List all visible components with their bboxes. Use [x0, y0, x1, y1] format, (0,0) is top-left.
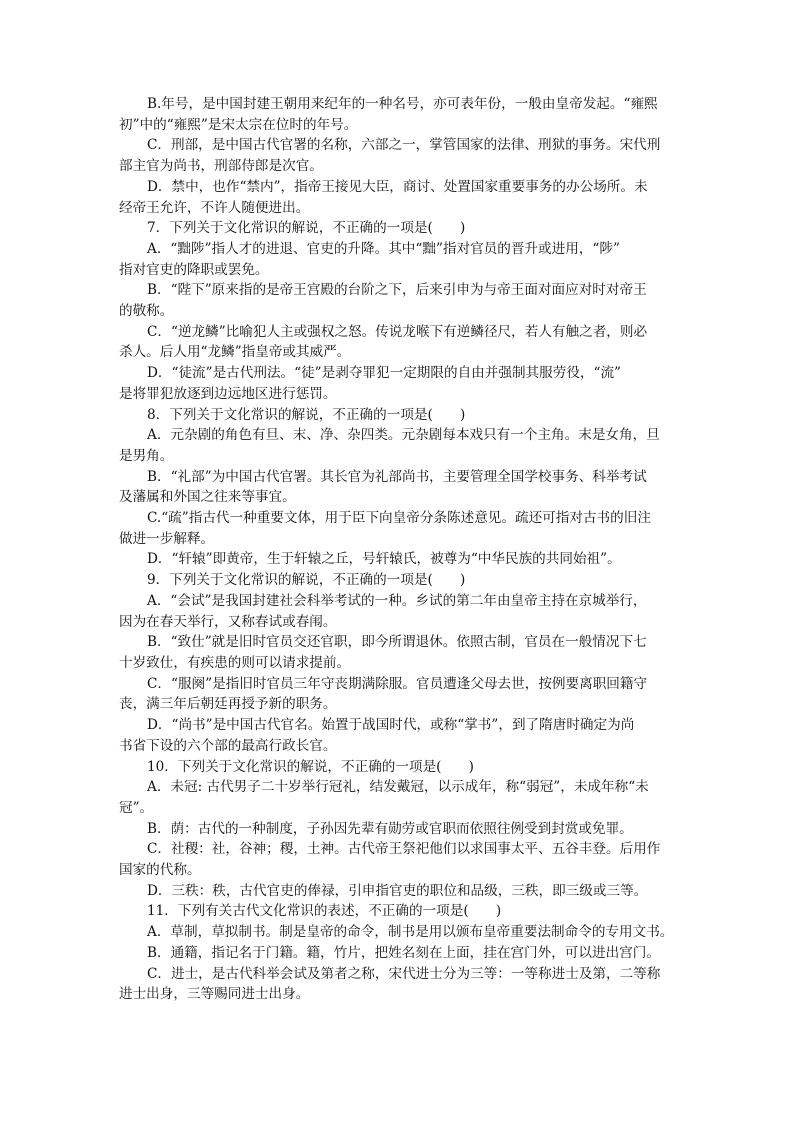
- paragraph-6d: [119, 177, 675, 218]
- paragraph-8c: [119, 508, 675, 549]
- text-line: D．三秩：秩，古代官吏的俸禄，引申指官吏的职位和品级，三秩，即三级或三等。: [147, 882, 648, 899]
- text-line: 的敬称。: [119, 303, 174, 320]
- paragraph-6c: [119, 135, 675, 176]
- text-line: C．“服阕”是指旧时官员三年守丧期满除服。官员遭逢父母去世，按例要离职回籍守: [147, 675, 648, 692]
- paragraph-10b: [119, 819, 675, 840]
- text-line: C.“疏”指古代一种重要文体，用于臣下向皇帝分条陈述意见。疏还可指对古书的旧注: [147, 510, 651, 527]
- text-line: D．“尚书”是中国古代官名。始置于战国时代，或称“掌书”，到了隋唐时确定为尚: [147, 717, 635, 734]
- text-line: 初”中的“雍熙”是宋太宗在位时的年号。: [119, 116, 358, 133]
- question-11: [119, 901, 675, 922]
- text-line: 国家的代称。: [119, 862, 201, 879]
- text-line: 十岁致仕，有疾患的则可以请求提前。: [119, 654, 351, 671]
- text-line: 11．下列有关古代文化常识的表述，不正确的一项是( ): [147, 903, 502, 920]
- text-line: 经帝王允许，不许人随便进出。: [119, 199, 310, 216]
- text-line: A．“会试”是我国封建社会科举考试的一种。乡试的第二年由皇帝主持在京城举行，: [147, 592, 647, 609]
- text-line: B．荫：古代的一种制度，子孙因先辈有勋劳或官职而依照往例受到封赏或免罪。: [147, 820, 633, 837]
- text-line: 是男角。: [119, 447, 174, 464]
- text-line: 指对官吏的降职或罢免。: [119, 261, 269, 278]
- paragraph-8a: [119, 425, 675, 466]
- paragraph-7b: [119, 280, 675, 321]
- text-line: D．“轩辕”即黄帝，生于轩辕之丘，号轩辕氏，被尊为“中华民族的共同始祖”。: [147, 551, 621, 568]
- paragraph-9d: [119, 715, 675, 756]
- text-line: 8．下列关于文化常识的解说，不正确的一项是( ): [147, 406, 466, 423]
- text-line: 9．下列关于文化常识的解说，不正确的一项是( ): [147, 572, 466, 589]
- text-line: 丧，满三年后朝廷再授予新的职务。: [119, 696, 337, 713]
- text-line: A．“黜陟”指人才的进退、官吏的升降。其中“黜”指对官员的晋升或进用，“陟”: [147, 240, 620, 257]
- text-line: A．元杂剧的角色有旦、末、净、杂四类。元杂剧每本戏只有一个主角。末是女角，旦: [147, 427, 660, 444]
- text-line: 10．下列关于文化常识的解说，不正确的一项是( ): [147, 758, 474, 775]
- text-line: D．“徒流”是古代刑法。“徒”是剥夺罪犯一定期限的自由并强制其服劳役，“流”: [147, 365, 621, 382]
- text-line: 进士出身，三等赐同进士出身。: [119, 986, 310, 1003]
- text-line: 因为在春天举行，又称春试或春闱。: [119, 613, 337, 630]
- text-line: 及藩属和外国之往来等事宜。: [119, 489, 296, 506]
- text-line: 做进一步解释。: [119, 530, 215, 547]
- text-line: C．社稷：社，谷神；稷，土神。古代帝王祭祀他们以求国事太平、五谷丰登。后用作: [147, 841, 661, 858]
- document-body: [119, 94, 675, 1005]
- text-line: C．刑部，是中国古代官署的名称，六部之一，掌管国家的法律、刑狱的事务。宋代刑: [147, 137, 661, 154]
- paragraph-7d: [119, 363, 675, 404]
- paragraph-10a: [119, 777, 675, 818]
- text-line: D．禁中，也作“禁内”，指帝王接见大臣，商讨、处置国家重要事务的办公场所。未: [147, 178, 648, 195]
- text-line: B．“陛下”原来指的是帝王宫殿的台阶之下，后来引申为与帝王面对面应对时对帝王: [147, 282, 647, 299]
- paragraph-9b: [119, 632, 675, 673]
- text-line: 是将罪犯放逐到边远地区进行惩罚。: [119, 385, 337, 402]
- paragraph-6b: [119, 94, 675, 135]
- paragraph-11c: [119, 964, 675, 1005]
- text-line: C．“逆龙鳞”比喻犯人主或强权之怒。传说龙喉下有逆鳞径尺，若人有触之者，则必: [147, 323, 648, 340]
- text-line: B.年号，是中国封建王朝用来纪年的一种名号，亦可表年份，一般由皇帝发起。“雍熙: [147, 96, 658, 112]
- paragraph-9c: [119, 674, 675, 715]
- question-10: [119, 757, 675, 778]
- text-line: 部主官为尚书，刑部侍郎是次官。: [119, 158, 323, 175]
- paragraph-10d: [119, 881, 675, 902]
- question-8: [119, 405, 675, 426]
- text-line: A．草制，草拟制书。制是皇帝的命令，制书是用以颁布皇帝重要法制命令的专用文书。: [147, 924, 674, 941]
- text-line: 冠”。: [119, 799, 154, 816]
- text-line: C．进士，是古代科举会试及第者之称，宋代进士分为三等：一等称进士及第，二等称: [147, 965, 661, 982]
- text-line: B．“礼部”为中国古代官署。其长官为礼部尚书，主要管理全国学校事务、科举考试: [147, 468, 647, 485]
- text-line: 7．下列关于文化常识的解说，不正确的一项是( ): [147, 220, 466, 237]
- paragraph-10c: [119, 839, 675, 880]
- paragraph-9a: [119, 591, 675, 632]
- text-line: 杀人。后人用“龙鳞”指皇帝或其威严。: [119, 344, 351, 361]
- text-line: A．未冠: 古代男子二十岁举行冠礼，结发戴冠，以示成年，称“弱冠”，未成年称“未: [147, 779, 649, 796]
- paragraph-8d: [119, 549, 675, 570]
- paragraph-7a: [119, 239, 675, 280]
- paragraph-11b: [119, 943, 675, 964]
- text-line: B．“致仕”就是旧时官员交还官职，即今所谓退休。依照古制，官员在一般情况下七: [147, 634, 647, 651]
- paragraph-7c: [119, 322, 675, 363]
- text-line: 书省下设的六个部的最高行政长官。: [119, 737, 337, 754]
- paragraph-8b: [119, 467, 675, 508]
- text-line: B．通籍，指记名于门籍。籍，竹片，把姓名刻在上面，挂在宫门外，可以进出宫门。: [147, 944, 660, 961]
- question-7: [119, 218, 675, 239]
- paragraph-11a: [119, 922, 675, 943]
- question-9: [119, 570, 675, 591]
